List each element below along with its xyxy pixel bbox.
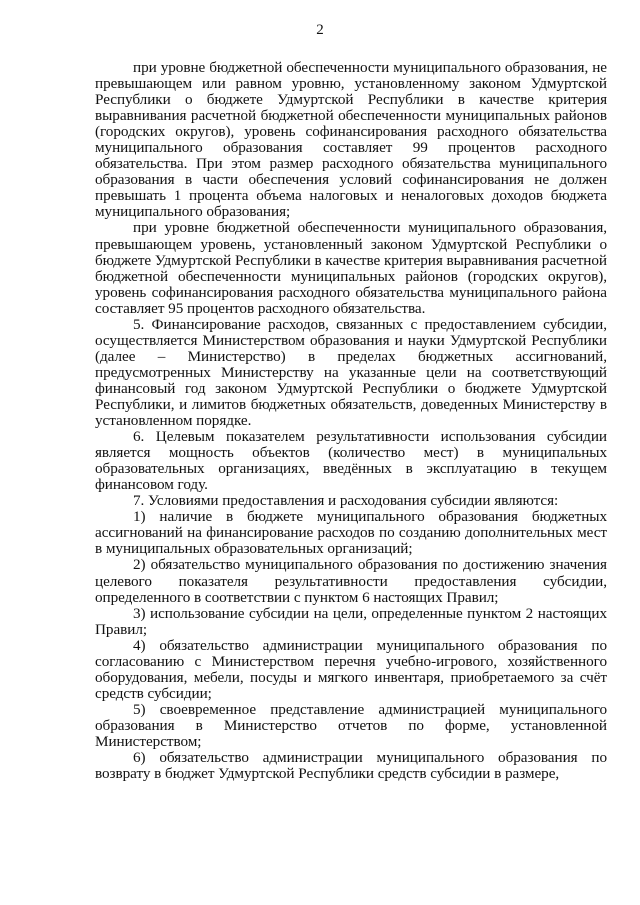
paragraph-condition-4: 4) обязательство администрации муниципального образования по согласованию с Министерством перечня учебно-игрового, хозяйственного оборудования, мебели, посуды и мягкого инвентаря, приобретаемого за счёт средств субсидии; (95, 636, 607, 702)
paragraph-condition-3: 3) использование субсидии на цели, определенные пунктом 2 настоящих Правил; (95, 604, 607, 638)
document-body (95, 60, 607, 782)
paragraph-item-6-target-indicator: 6. Целевым показателем результативности использования субсидии является мощность объектов (количество мест) в муниципальных образовательных организациях, введённых в эксплуатацию в текущем финансовом году. (95, 428, 607, 494)
paragraph-item-5-financing: 5. Финансирование расходов, связанных с предоставлением субсидии, осуществляется Министерством образования и науки Удмуртской Республики (далее – Министерство) в пределах бюджетных ассигнований, предусмотренных Министерству на указанные цели на соответствующий финансовый год законом Удмуртской Республики о бюджете Удмуртской Республики, и лимитов бюджетных обязательств, доведенных Министерству в установленном порядке. (95, 315, 607, 430)
paragraph-condition-2: 2) обязательство муниципального образования по достижению значения целевого показателя результативности предоставления субсидии, определенного в соответствии с пунктом 6 настоящих Правил; (95, 556, 607, 606)
paragraph-condition-6: 6) обязательство администрации муниципального образования по возврату в бюджет Удмуртской Республики средств субсидии в размере, (95, 749, 607, 783)
paragraph-budget-level-high: при уровне бюджетной обеспеченности муниципального образования, превышающем уровень, установленный законом Удмуртской Республики о бюджете Удмуртской Республики в качестве критерия выравнивания расчетной бюджетной обеспеченности муниципальных районов (городских округов), уровень софинансирования расходного обязательства муниципального района составляет 95 процентов расходного обязательства. (95, 219, 607, 317)
page-number: 2 (316, 22, 324, 38)
paragraph-budget-level-low: при уровне бюджетной обеспеченности муниципального образования, не превышающем или равном уровню, установленному законом Удмуртской Республики о бюджете Удмуртской Республики в качестве критерия выравнивания расчетной бюджетной обеспеченности муниципальных районов (городских округов), уровень софинансирования расходного обязательства муниципального образования составляет 99 процентов расходного обязательства. При этом размер расходного обязательства муниципального образования в части обеспечения условий софинансирования не должен превышать 1 процента объема налоговых и неналоговых доходов бюджета муниципального образования; (95, 59, 607, 221)
paragraph-item-7-conditions: 7. Условиями предоставления и расходования субсидии являются: (133, 492, 559, 510)
paragraph-condition-5: 5) своевременное представление администрацией муниципального образования в Министерство отчетов по форме, установленной Министерством; (95, 700, 607, 750)
paragraph-condition-1: 1) наличие в бюджете муниципального образования бюджетных ассигнований на финансирование расходов по созданию дополнительных мест в муниципальных образовательных организаций; (95, 508, 607, 558)
